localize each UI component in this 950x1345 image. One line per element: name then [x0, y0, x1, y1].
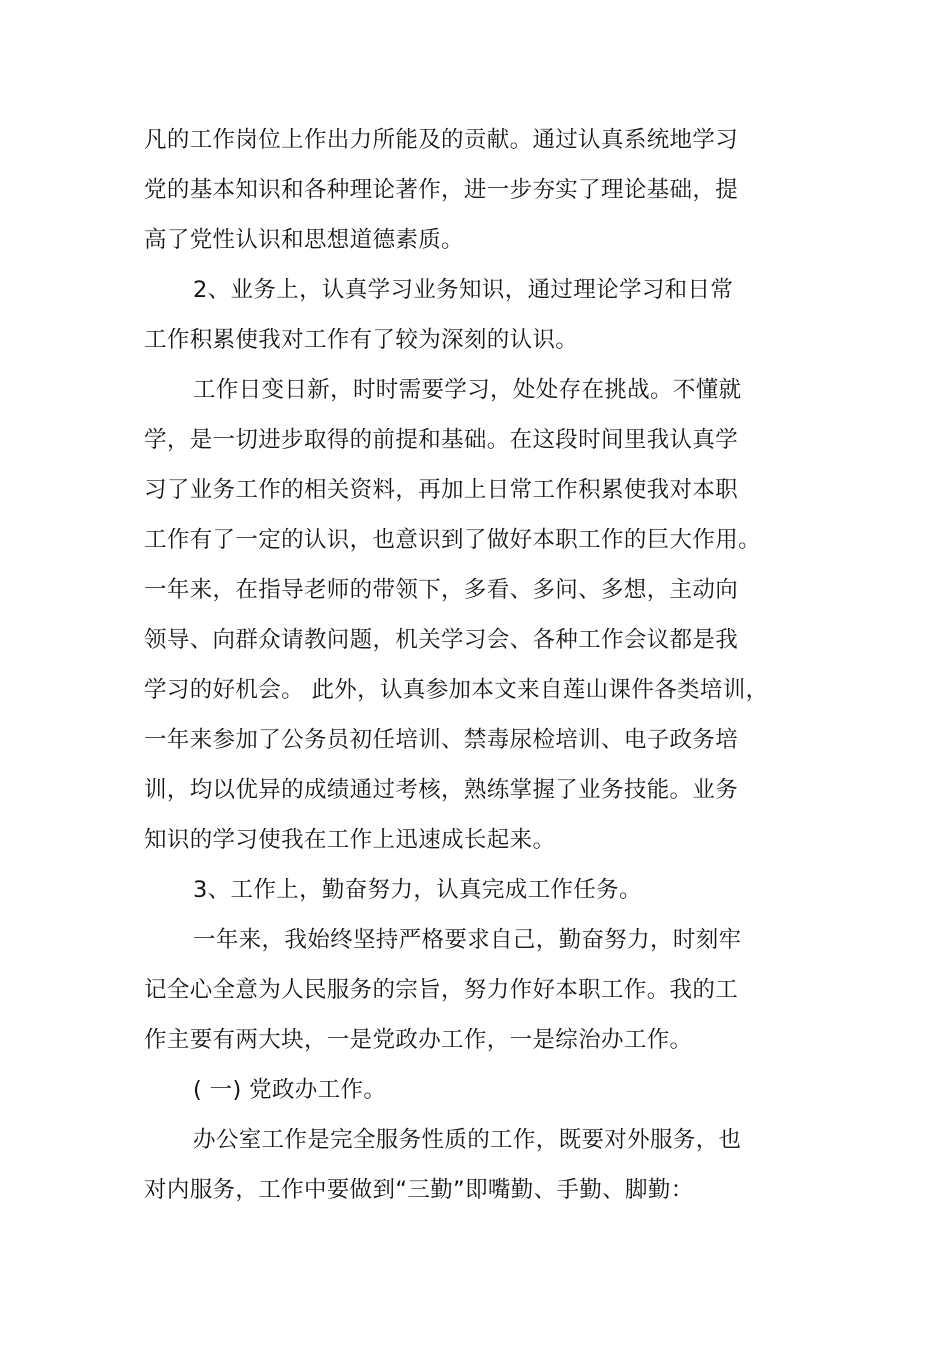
- text-line: 领导、向群众请教问题，机关学习会、各种工作会议都是我: [144, 627, 739, 653]
- text-line: 高了党性认识和思想道德素质。: [144, 227, 464, 253]
- text-line: 习了业务工作的相关资料，再加上日常工作积累使我对本职: [144, 477, 739, 503]
- text-line: 作主要有两大块，一是党政办工作，一是综治办工作。: [144, 1027, 693, 1053]
- text-line: 工作积累使我对工作有了较为深刻的认识。: [144, 327, 579, 353]
- text-line: 党的基本知识和各种理论著作，进一步夯实了理论基础，提: [144, 177, 739, 203]
- text-line: 2、业务上，认真学习业务知识，通过理论学习和日常: [193, 277, 734, 303]
- text-line: 一年来，我始终坚持严格要求自己，勤奋努力，时刻牢: [193, 927, 742, 953]
- text-line: 知识的学习使我在工作上迅速成长起来。: [144, 827, 556, 853]
- text-line: 学习的好机会。 此外，认真参加本文来自莲山课件各类培训，: [144, 677, 769, 703]
- text-line: 对内服务，工作中要做到“三勤”即嘴勤、手勤、脚勤：: [144, 1177, 694, 1203]
- text-line: 学，是一切进步取得的前提和基础。在这段时间里我认真学: [144, 427, 739, 453]
- text-line: 工作有了一定的认识，也意识到了做好本职工作的巨大作用。: [144, 527, 761, 553]
- text-line: 工作日变日新，时时需要学习，处处存在挑战。不懂就: [193, 377, 742, 403]
- text-line: 凡的工作岗位上作出力所能及的贡献。通过认真系统地学习: [144, 127, 739, 153]
- text-line: 记全心全意为人民服务的宗旨，努力作好本职工作。我的工: [144, 977, 739, 1003]
- text-line: 训，均以优异的成绩通过考核，熟练掌握了业务技能。业务: [144, 777, 739, 803]
- text-line: 3、工作上，勤奋努力，认真完成工作任务。: [193, 877, 642, 903]
- text-line: 一年来，在指导老师的带领下，多看、多问、多想，主动向: [144, 577, 739, 603]
- text-line: ( 一) 党政办工作。: [193, 1077, 387, 1103]
- text-line: 一年来参加了公务员初任培训、禁毒尿检培训、电子政务培: [144, 727, 739, 753]
- text-line: 办公室工作是完全服务性质的工作，既要对外服务，也: [193, 1127, 742, 1153]
